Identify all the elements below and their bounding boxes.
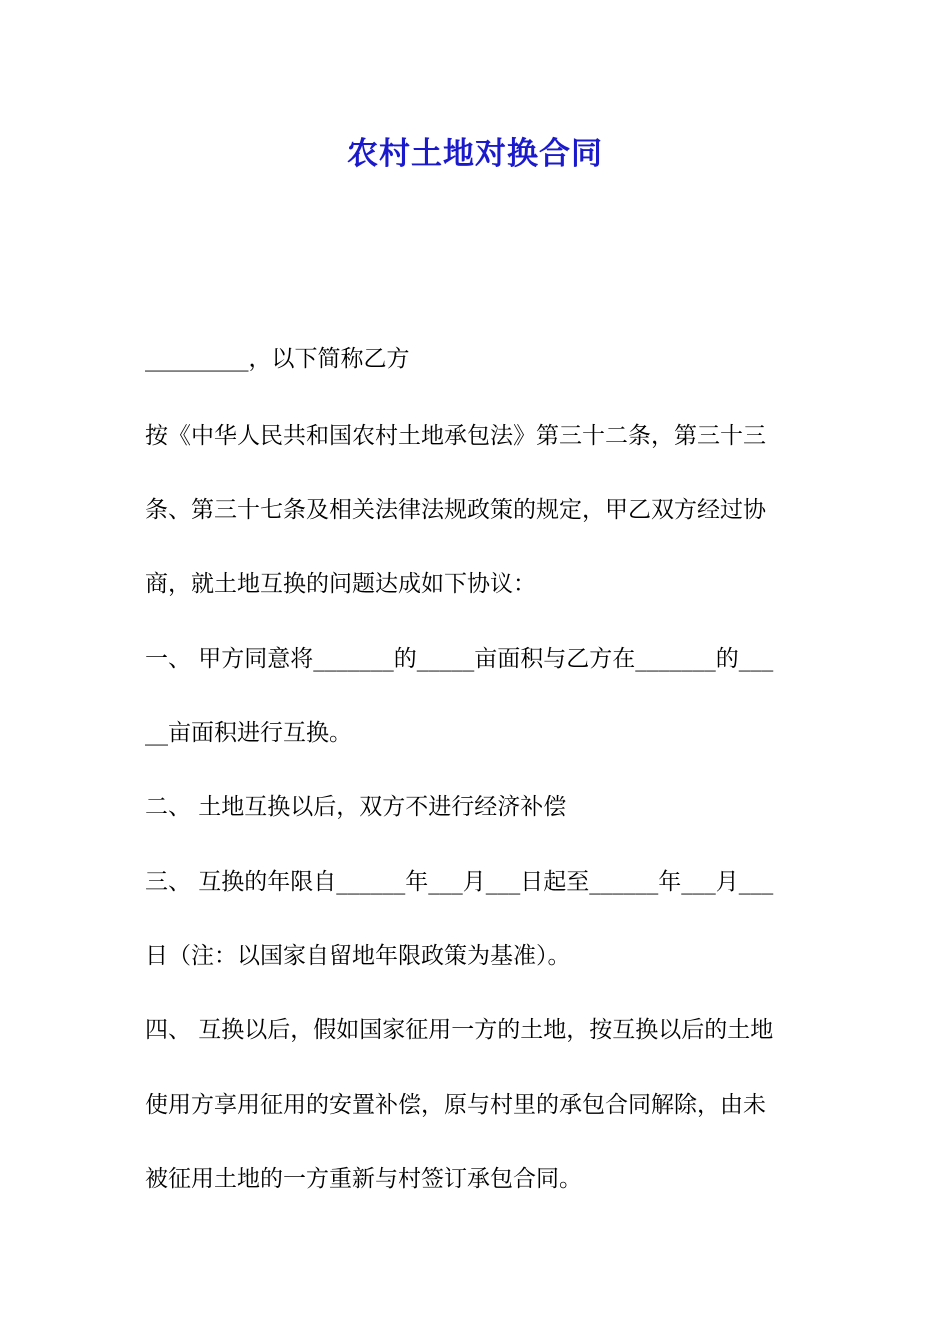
clause-one-line: 一、 甲方同意将_______的_____亩面积与乙方在_______的___ bbox=[145, 646, 774, 672]
text-line: 条、第三十七条及相关法律法规政策的规定，甲乙双方经过协 bbox=[145, 497, 766, 523]
clause-one-line: __亩面积进行互换。 bbox=[145, 720, 352, 746]
clause-four-line: 使用方享用征用的安置补偿，原与村里的承包合同解除，由未 bbox=[145, 1092, 766, 1118]
document-title: 农村土地对换合同 bbox=[347, 136, 603, 172]
clause-four-line: 被征用土地的一方重新与村签订承包合同。 bbox=[145, 1166, 582, 1192]
clause-three-line: 日（注：以国家自留地年限政策为基准）。 bbox=[145, 943, 571, 969]
clause-three-line: 三、 互换的年限自______年___月___日起至______年___月___ bbox=[145, 869, 774, 895]
text-line: 商，就土地互换的问题达成如下协议： bbox=[145, 571, 536, 597]
text-line: 按《中华人民共和国农村土地承包法》第三十二条，第三十三 bbox=[145, 423, 766, 449]
clause-two-line: 二、 土地互换以后，双方不进行经济补偿 bbox=[145, 794, 567, 820]
text-line-party-b: _________，以下简称乙方 bbox=[145, 346, 410, 372]
clause-four-line: 四、 互换以后，假如国家征用一方的土地，按互换以后的土地 bbox=[145, 1017, 774, 1043]
